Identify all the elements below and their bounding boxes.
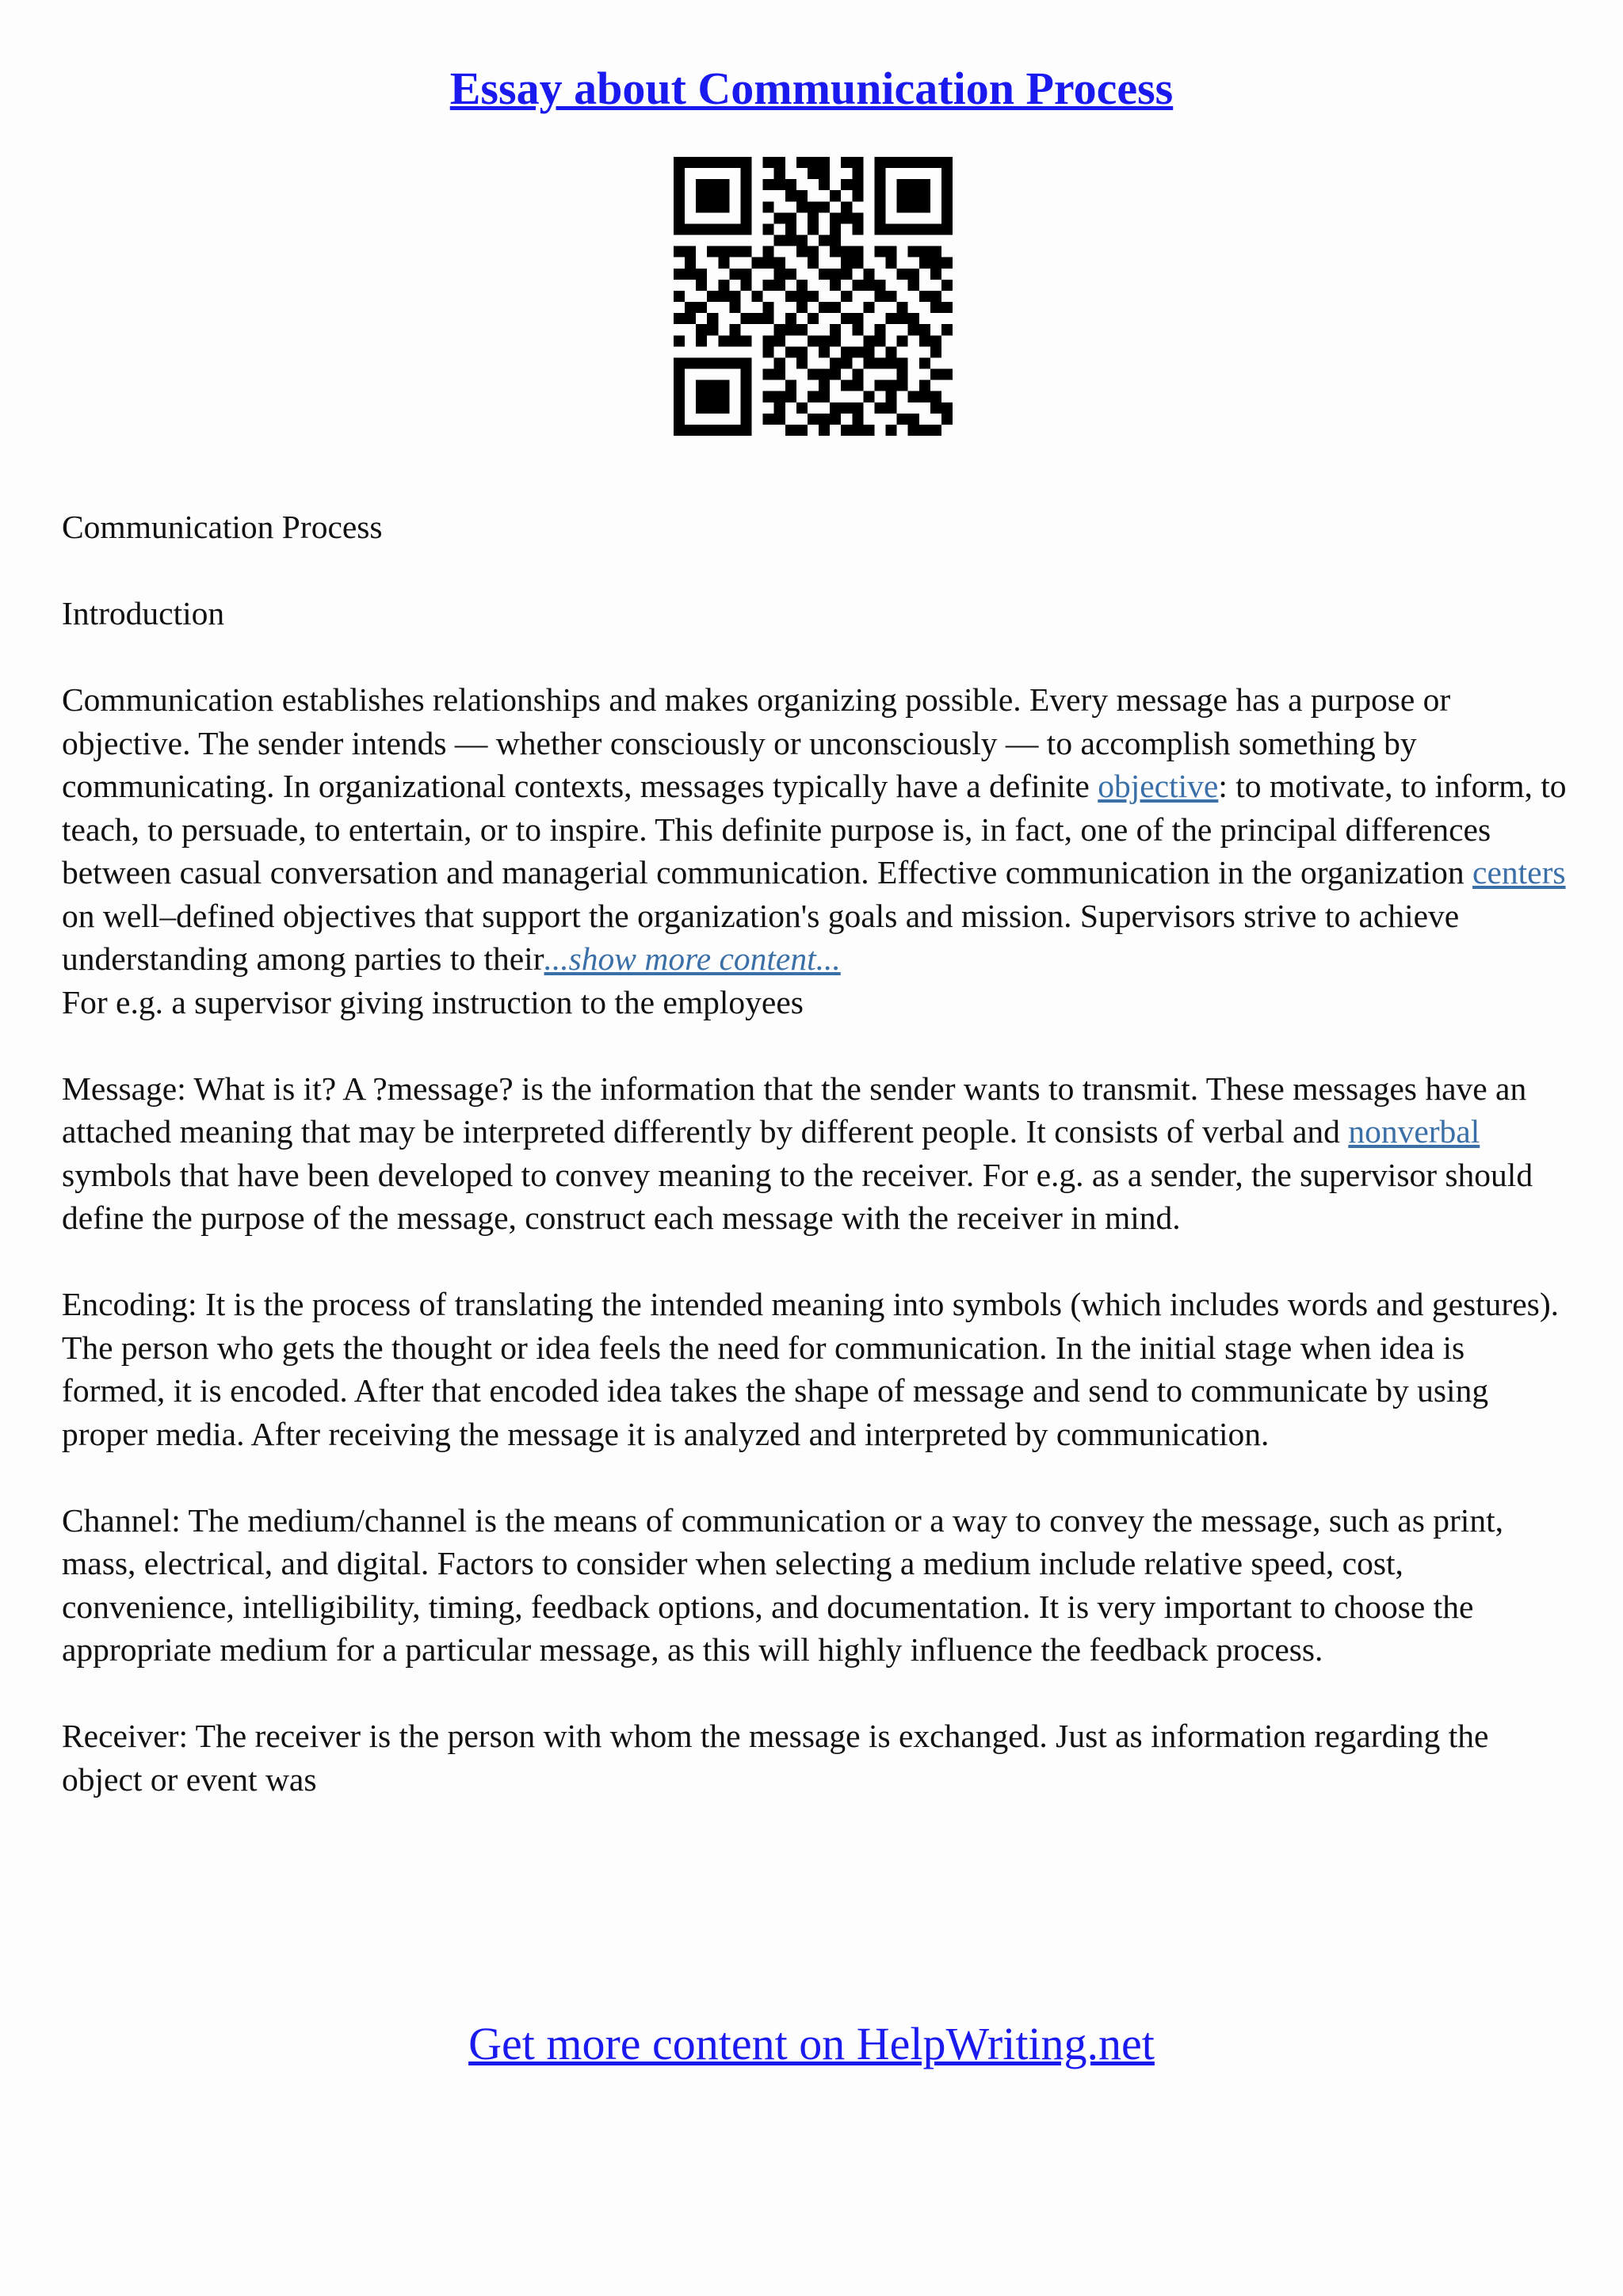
essay-body — [62, 505, 1568, 1801]
paragraph-example: For e.g. a supervisor giving instruction to the employees — [62, 983, 804, 1020]
essay-title-link[interactable]: Essay about Communication Process — [449, 63, 1174, 114]
essay-heading: Communication Process — [62, 509, 383, 545]
paragraph-message — [62, 1067, 1568, 1240]
paragraph-channel: Channel: The medium/channel is the means of communication or a way to convey the message, such as print, mass, electrical, and digital. Factors to consider when selecting a medium include relative speed, cost, convenience, intelligibility, timing, feedback options, and documentation. It is very important to choose the appropriate medium for a particular message, as this will highly influence the feedback process. — [62, 1501, 1503, 1668]
get-more-content-link[interactable]: Get more content on HelpWriting.net — [468, 2018, 1155, 2069]
qr-code-icon — [674, 157, 953, 436]
paragraph-receiver: Receiver: The receiver is the person with whom the message is exchanged. Just as information regarding the object or event was — [62, 1718, 1489, 1798]
show-more-content-link[interactable]: ...show more content... — [544, 940, 841, 977]
nonverbal-link[interactable]: nonverbal — [1348, 1113, 1480, 1150]
paragraph-text: Communication establishes relationships and makes organizing possible. Every message has a purpose or objective. The sender intends — whether consciously or unconsciously — to accomplish something by communicating. In organizational contexts, messages typically have a definite — [62, 681, 1451, 804]
objective-link[interactable]: objective — [1098, 768, 1219, 804]
paragraph-text: : to motivate, to inform, to teach, to persuade, to entertain, or to inspire. This definite purpose is, in fact, one of the principal differences between casual conversation and managerial communication. Effective communication in the organization — [62, 768, 1567, 891]
paragraph-text: symbols that have been developed to convey meaning to the receiver. For e.g. as a sender, the supervisor should define the purpose of the message, construct each message with the receiver in mind. — [62, 1156, 1533, 1236]
paragraph-text: Message: What is it? A ?message? is the information that the sender wants to transmit. These messages have an attached meaning that may be interpreted differently by different people. It consists of verbal and — [62, 1070, 1527, 1150]
paragraph-communication — [62, 678, 1568, 981]
centers-link[interactable]: centers — [1472, 854, 1566, 891]
paragraph-text: on well–defined objectives that support the organization's goals and mission. Supervisors strive to achieve understanding among parties to their — [62, 897, 1460, 977]
paragraph-encoding: Encoding: It is the process of translating the intended meaning into symbols (which includes words and gestures). The person who gets the thought or idea feels the need for communication. In the initial stage when idea is formed, it is encoded. After that encoded idea takes the shape of message and send to communicate by using proper media. After receiving the message it is analyzed and interpreted by communication. — [62, 1286, 1560, 1452]
section-introduction: Introduction — [62, 595, 225, 631]
footer — [0, 2012, 1623, 2076]
